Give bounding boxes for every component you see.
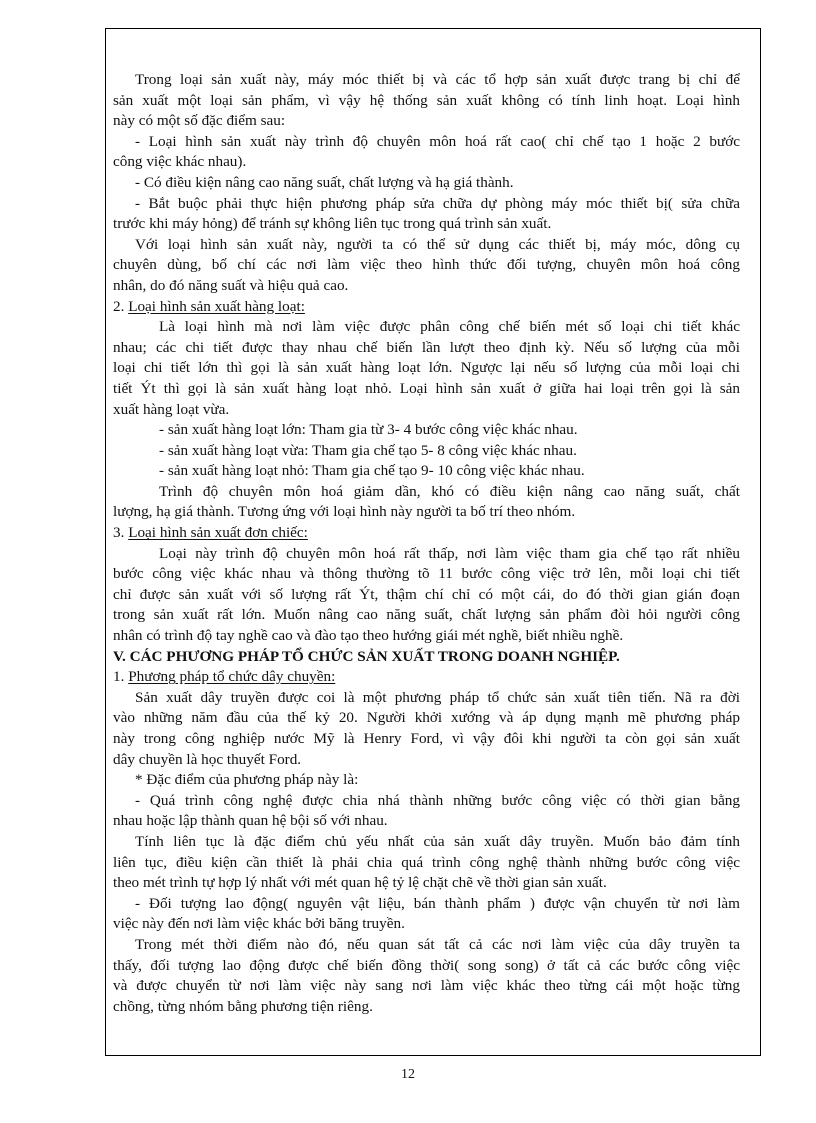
line-text: dây chuyền là học thuyết Ford. [113,750,302,768]
text-line [113,400,740,421]
line-text: chuyên dùng, bố chí các nơi làm việc theo hình thức đối tượng, chuyên môn hoá công [113,256,740,274]
text-line [113,420,740,441]
text-line [113,605,740,626]
line-text: nhau hoặc lập thành quan hệ bội số với nhau. [113,812,388,830]
line-text: - sản xuất hàng loạt lớn: Tham gia từ 3- 4 bước công việc khác nhau. [159,421,578,439]
text-line [113,873,740,894]
text-line [113,750,740,771]
text-line [113,894,740,915]
line-text: trong sản xuất rất lớn. Muốn nâng cao năng suất, chất lượng sản phẩm đòi hỏi người công [113,606,740,624]
line-text: Sản xuất dây truyền được coi là một phương pháp tổ chức sản xuất tiên tiến. Nã ra đời [135,688,740,706]
line-text: việc này đến nơi làm việc khác bởi băng truyền. [113,915,405,933]
section-heading [113,647,740,668]
line-text: - Đối tượng lao động( nguyên vật liệu, bán thành phẩm ) được vận chuyển từ nơi làm [135,894,740,912]
line-text: chỉ được sản xuất với số lượng rất Ýt, thậm chí chỉ có một cái, do đó thời gian gián đoạn [113,585,740,603]
heading-number: 1. [113,668,129,686]
text-line [113,853,740,874]
text-line [113,688,740,709]
line-text: Với loại hình sản xuất này, người ta có thể sử dụng các thiết bị, máy móc, dông cụ [135,235,740,253]
line-text: này có một số đặc điểm sau: [113,112,286,130]
text-line [113,914,740,935]
text-line [113,482,740,503]
text-line [113,956,740,977]
subsection-heading [113,297,740,318]
text-line [113,997,740,1018]
line-text: - Loại hình sản xuất này trình độ chuyên môn hoá rất cao( chỉ chế tạo 1 hoặc 2 bước [135,132,740,150]
line-text: nhân có trình độ tay nghề cao và đào tạo theo hướng giái mét nghề, biết nhiều nghề. [113,627,624,645]
text-line [113,173,740,194]
line-text: sản xuất một loại sản phẩm, vì vậy hệ thống sản xuất không có tính linh hoạt. Loại hình [113,91,740,109]
line-text: Trong loại sản xuất này, máy móc thiết bị và các tổ hợp sản xuất được trang bị chỉ để [135,71,740,88]
text-line [113,214,740,235]
line-text: trước khi máy hỏng) để tránh sự không liên tục trong quá trình sản xuất. [113,215,552,233]
heading-number: 3. [113,524,129,542]
text-line [113,770,740,791]
line-text: Tính liên tục là đặc điểm chủ yếu nhất của sản xuất dây truyền. Muốn bảo đảm tính [135,832,740,850]
line-text: V. CÁC PHƯƠNG PHÁP TỔ CHỨC SẢN XUẤT TRONG DOANH NGHIỆP. [113,647,620,665]
line-text: Trình độ chuyên môn hoá giảm dần, khó có điều kiện nâng cao năng suất, chất [159,482,740,500]
text-line [113,585,740,606]
text-line [113,255,740,276]
line-text: nhau; các chi tiết được thay nhau chế biến lần lượt theo định kỳ. Nếu số lượng của mỗi [113,338,740,356]
text-line [113,152,740,173]
line-text: - sản xuất hàng loạt vừa: Tham gia chế tạo 5- 8 công việc khác nhau. [159,441,577,459]
text-line [113,626,740,647]
line-text: chồng, từng nhóm bằng phương tiện riêng. [113,997,373,1015]
line-text: và được chuyển từ nơi làm việc này sang nơi làm việc khác theo từng cái một hoặc từng [113,977,740,995]
line-text: xuất hàng loạt vừa. [113,400,230,418]
line-text: theo mét trình tự hợp lý nhất với mét quan hệ tỷ lệ chặt chẽ về thời gian sản xuất. [113,874,607,892]
text-line [113,791,740,812]
text-line [113,235,740,256]
line-text: - Bắt buộc phải thực hiện phương pháp sửa chữa dự phòng máy móc thiết bị( sửa chữa [135,194,740,212]
line-text: thấy, đối tượng lao động được chế biến đồng thời( song song) ở tất cả các bước công việc [113,956,740,974]
text-line [113,441,740,462]
line-text: - Quá trình công nghệ được chia nhá thành những bước công việc có thời gian bằng [135,791,740,809]
line-text: - sản xuất hàng loạt nhỏ: Tham gia chế tạo 9- 10 công việc khác nhau. [159,462,585,480]
line-text: Trong mét thời điểm nào đó, nếu quan sát tất cả các nơi làm việc của dây truyền ta [135,935,740,953]
text-line [113,194,740,215]
line-text: loại chi tiết lớn thì gọi là sản xuất hàng loạt lớn. Ngược lại nếu số lượng của mỗi loại chi [113,359,740,377]
text-line [113,276,740,297]
text-line [113,976,740,997]
text-line [113,461,740,482]
text-line [113,544,740,565]
line-text: Loại hình sản xuất đơn chiếc: [128,524,308,542]
page-number: 12 [401,1067,415,1082]
line-text: tiết Ýt thì gọi là sản xuất hàng loạt nhỏ. Loại hình sản xuất ở giữa hai loại trên gọi là sản [113,379,740,397]
line-text: * Đặc điểm của phương pháp này là: [135,771,359,789]
line-text: công việc khác nhau). [113,153,247,171]
line-text: liên tục, điều kiện cần thiết là phải chia quá trình công nghệ thành những bước công việc [113,853,740,871]
heading-number: 2. [113,297,129,315]
text-line [113,832,740,853]
text-line [113,111,740,132]
document-body [113,70,740,1017]
line-text: nhân, do đó năng suất và hiệu quả cao. [113,276,349,294]
line-text: Là loại hình mà nơi làm việc được phân công chế biến mét số loại chi tiết khác [159,318,740,336]
line-text: bước công việc khác nhau và thông thường tõ 11 bước công việc trở lên, mỗi loại chi tiết [113,565,740,583]
subsection-heading [113,523,740,544]
line-text: Phương pháp tổ chức dây chuyền: [128,668,336,686]
subsection-heading [113,667,740,688]
text-line [113,502,740,523]
text-line [113,935,740,956]
text-line [113,708,740,729]
line-text: Loại này trình độ chuyên môn hoá rất thấp, nơi làm việc tham gia chế tạo rất nhiều [159,544,740,562]
line-text: vào những năm đầu của thế kỷ 20. Người khởi xướng và áp dụng mạnh mẽ phương pháp [113,709,740,727]
text-line [113,132,740,153]
text-line [113,70,740,91]
line-text: - Có điều kiện nâng cao năng suất, chất lượng và hạ giá thành. [135,173,514,191]
text-line [113,811,740,832]
text-line [113,379,740,400]
text-line [113,91,740,112]
text-line [113,358,740,379]
line-text: này trong công nghiệp nước Mỹ là Henry Ford, vì vậy đôi khi người ta còn gọi sản xuất [113,730,740,747]
line-text: Loại hình sản xuất hàng loạt: [128,297,305,315]
text-line [113,338,740,359]
text-line [113,564,740,585]
text-line [113,729,740,750]
text-line [113,317,740,338]
line-text: lượng, hạ giá thành. Tương ứng với loại hình này người ta bố trí theo nhóm. [113,503,576,521]
